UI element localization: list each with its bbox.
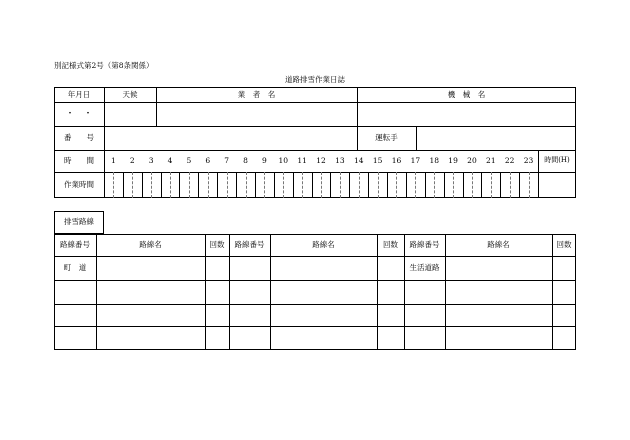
half-hour-line — [453, 172, 454, 198]
half-hour-line — [264, 172, 265, 198]
hour-label: 17 — [410, 156, 421, 165]
hour-boundary — [217, 172, 218, 198]
hour-boundary — [161, 172, 162, 198]
hour-label: 19 — [448, 156, 458, 165]
hour-label: 10 — [278, 156, 289, 165]
col-header-route-number-1: 路線番号 — [60, 240, 90, 249]
hour-boundary — [500, 172, 501, 198]
hour-boundary — [123, 172, 124, 198]
half-hour-line — [491, 172, 492, 198]
hour-boundary — [274, 172, 275, 198]
route-table — [54, 234, 576, 350]
hour-boundary — [255, 172, 256, 198]
hour-label: 13 — [335, 156, 345, 165]
hour-boundary — [236, 172, 237, 198]
col-header-count-1: 回数 — [209, 240, 225, 249]
half-hour-line — [227, 172, 228, 198]
col-divider — [416, 126, 417, 150]
row-divider — [54, 126, 576, 127]
col-header-route-number-2: 路線番号 — [234, 240, 265, 249]
hour-label: 6 — [205, 156, 211, 165]
col-header-count-2: 回数 — [383, 240, 398, 249]
half-hour-line — [529, 172, 530, 198]
col-divider — [104, 87, 105, 198]
machine-label: 機 械 名 — [447, 90, 486, 99]
hour-label: 8 — [243, 156, 248, 165]
col-divider — [445, 234, 446, 350]
number-label: 番 号 — [64, 133, 94, 142]
hour-label: 7 — [224, 156, 230, 165]
document-title: 道路排雪作業日誌 — [285, 75, 345, 84]
hour-label: 11 — [297, 156, 307, 165]
row-divider — [54, 150, 576, 151]
col-divider — [205, 234, 206, 350]
row-divider — [54, 304, 576, 305]
hour-label: 21 — [486, 156, 496, 165]
hour-label: 14 — [353, 156, 364, 165]
date-label: 年月日 — [67, 90, 91, 99]
col-divider — [270, 234, 271, 350]
half-hour-line — [113, 172, 114, 198]
half-hour-line — [189, 172, 190, 198]
hour-boundary — [406, 172, 407, 198]
half-hour-line — [321, 172, 322, 198]
col-divider — [229, 234, 230, 350]
half-hour-line — [415, 172, 416, 198]
half-hour-line — [246, 172, 247, 198]
row-divider — [54, 256, 576, 257]
row-divider — [54, 102, 576, 103]
weather-label: 天候 — [122, 90, 138, 99]
hour-boundary — [330, 172, 331, 198]
living-road-label: 生活道路 — [409, 263, 440, 272]
half-hour-line — [396, 172, 397, 198]
half-hour-line — [434, 172, 435, 198]
half-hour-line — [132, 172, 133, 198]
hour-label: 12 — [316, 156, 326, 165]
time-label: 時 間 — [64, 156, 94, 165]
col-header-route-name-3: 路線名 — [487, 240, 510, 249]
hour-boundary — [387, 172, 388, 198]
hour-label: 22 — [504, 156, 515, 165]
half-hour-line — [472, 172, 473, 198]
hour-label: 9 — [261, 156, 267, 165]
half-hour-line — [302, 172, 303, 198]
half-hour-line — [208, 172, 209, 198]
half-hour-line — [170, 172, 171, 198]
town-road-label: 町 道 — [63, 263, 87, 272]
route-section-label: 排雪路線 — [64, 217, 94, 226]
row-divider — [54, 280, 576, 281]
hour-label: 4 — [167, 156, 173, 165]
hour-boundary — [349, 172, 350, 198]
hour-label: 3 — [148, 156, 154, 165]
hour-boundary — [463, 172, 464, 198]
hour-boundary — [179, 172, 180, 198]
hour-boundary — [142, 172, 143, 198]
col-header-count-3: 回数 — [556, 240, 572, 249]
driver-label: 運転手 — [375, 133, 398, 142]
hour-label: 23 — [523, 156, 534, 165]
total-hours-label: 時間(H) — [544, 156, 570, 164]
hour-boundary — [368, 172, 369, 198]
half-hour-line — [359, 172, 360, 198]
hour-label: 18 — [429, 156, 439, 165]
hour-label: 1 — [111, 156, 116, 165]
col-header-route-number-3: 路線番号 — [409, 240, 440, 249]
half-hour-line — [151, 172, 152, 198]
half-hour-line — [510, 172, 511, 198]
form-reference: 別記様式第2号（第8条関係） — [54, 61, 154, 70]
date-placeholder: ・ ・ — [65, 109, 93, 119]
col-divider — [552, 234, 553, 350]
col-header-route-name-1: 路線名 — [139, 240, 162, 249]
col-divider — [96, 234, 97, 350]
hour-boundary — [312, 172, 313, 198]
hour-boundary — [425, 172, 426, 198]
hour-boundary — [519, 172, 520, 198]
hour-label: 5 — [186, 156, 192, 165]
hour-label: 2 — [129, 156, 135, 165]
row-divider — [54, 326, 576, 327]
hour-boundary — [444, 172, 445, 198]
half-hour-line — [340, 172, 341, 198]
hour-boundary — [198, 172, 199, 198]
hour-label: 15 — [372, 156, 383, 165]
half-hour-line — [378, 172, 379, 198]
hour-boundary — [481, 172, 482, 198]
contractor-label: 業 者 名 — [237, 90, 276, 99]
hour-boundary — [293, 172, 294, 198]
hour-label: 20 — [467, 156, 477, 165]
hour-label: 16 — [391, 156, 402, 165]
col-divider — [404, 234, 405, 350]
col-header-route-name-2: 路線名 — [312, 240, 335, 249]
col-divider — [377, 234, 378, 350]
half-hour-line — [283, 172, 284, 198]
work-time-label: 作業時間 — [64, 180, 94, 189]
